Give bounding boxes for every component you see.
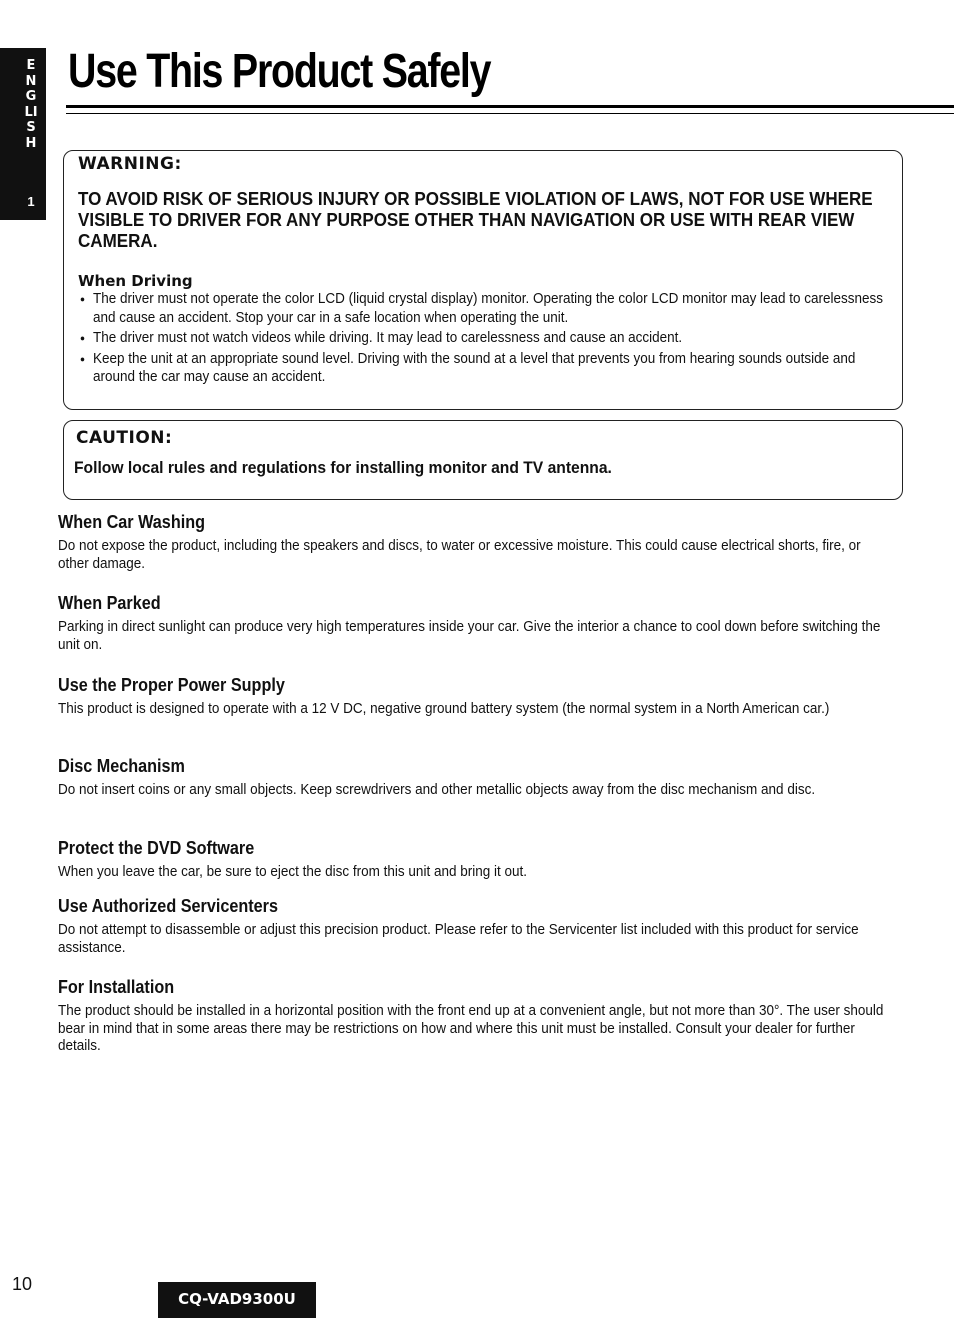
when-driving-heading: When Driving [78,272,193,290]
title-rule [66,105,954,108]
caution-main-text: Follow local rules and regulations for installing monitor and TV antenna. [74,458,612,477]
warning-heading: WARNING: [78,154,182,174]
section-body: When you leave the car, be sure to eject the disc from this unit and bring it out. [58,863,528,880]
section-dvd-software [58,838,898,881]
language-tab-label: ENGLISH [24,58,38,151]
section-heading: Disc Mechanism [58,756,185,776]
driving-bullet-list [80,290,883,389]
section-heading: When Parked [58,593,161,613]
section-body: Do not expose the product, including the speakers and discs, to water or excessive moisture. This could cause electrical shorts, fire, or other damage. [58,537,861,572]
section-heading: For Installation [58,977,175,997]
section-heading: Protect the DVD Software [58,838,255,858]
section-body: This product is designed to operate with a 12 V DC, negative ground battery system (the normal system in a North American car.) [58,700,830,717]
list-item: ● Keep the unit at an appropriate sound level. Driving with the sound at a level that prevents you from hearing sounds outside and around the car may cause an accident. [80,350,893,387]
section-installation [58,977,898,1055]
list-item: ● The driver must not watch videos while driving. It may lead to carelessness and cause an accident. [80,329,893,348]
page-title: Use This Product Safely [68,45,491,98]
section-heading: Use the Proper Power Supply [58,675,285,695]
page-number: 10 [12,1274,33,1294]
section-power-supply [58,675,898,718]
section-disc-mechanism [58,756,898,799]
model-badge: CQ-VAD9300U [158,1282,316,1318]
section-heading: Use Authorized Servicenters [58,896,278,916]
section-servicenters [58,896,898,956]
warning-main-text: TO AVOID RISK OF SERIOUS INJURY OR POSSIBLE VIOLATION OF LAWS, NOT FOR USE WHERE VISIBLE TO DRIVER FOR ANY PURPOSE OTHER THAN NAVIGATION OR USE WITH REAR VIEW CAMERA. [78,188,873,251]
section-body: The product should be installed in a horizontal position with the front end up at a convenient angle, but not more than 30°. The user should bear in mind that in some areas there may be restrictions on how and where this unit must be installed. Consult your dealer for further details. [58,1002,884,1054]
section-car-washing [58,512,898,572]
section-when-parked [58,593,898,653]
section-heading: When Car Washing [58,512,206,532]
section-body: Do not attempt to disassemble or adjust this precision product. Please refer to the Servicenter list included with this product for service assistance. [58,921,859,956]
language-side-tab [0,48,46,220]
list-item: ● The driver must not operate the color LCD (liquid crystal display) monitor. Operating the color LCD monitor may lead to carelessness and cause an accident. Stop your car in a safe location when operating the unit. [80,290,893,327]
section-body: Parking in direct sunlight can produce very high temperatures inside your car. Give the interior a chance to cool down before switching the unit on. [58,618,881,653]
caution-heading: CAUTION: [76,428,173,448]
section-number: 1 [27,194,35,209]
section-body: Do not insert coins or any small objects. Keep screwdrivers and other metallic objects away from the disc mechanism and disc. [58,781,816,798]
title-rule-thin [66,113,954,114]
